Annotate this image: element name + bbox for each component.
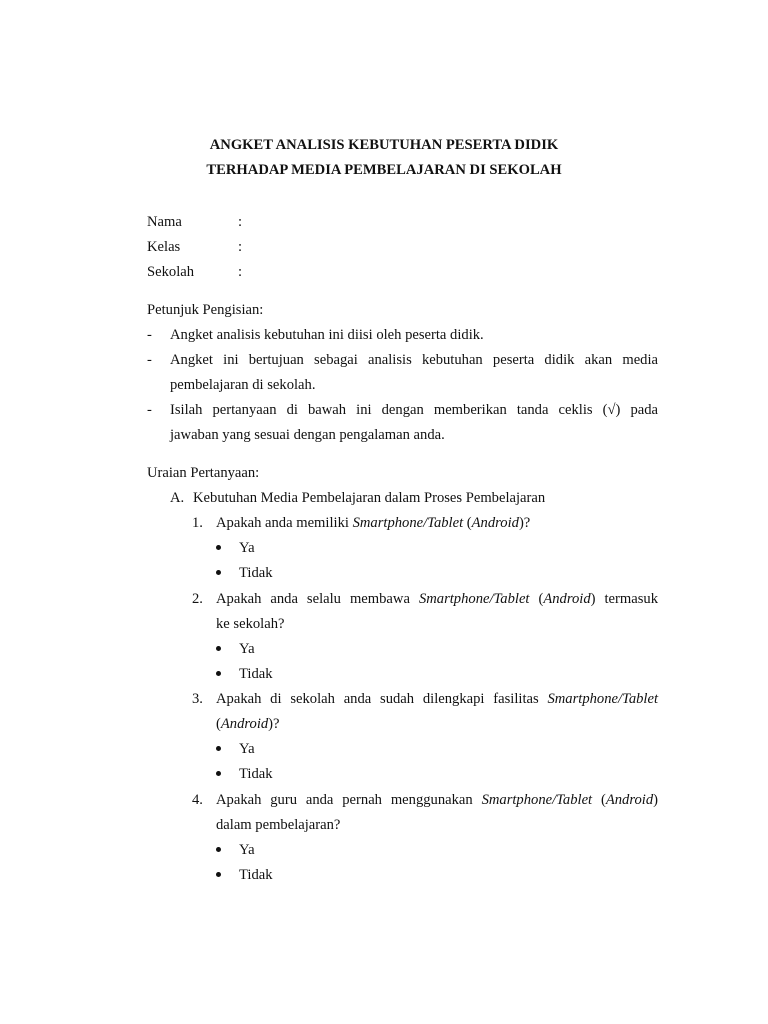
bullet-icon [216,771,221,776]
question-4-line-2: dalam pembelajaran? [216,817,341,833]
question-number: 1. [192,515,203,531]
bullet-icon [216,570,221,575]
instruction-3-line-1: Isilah pertanyaan di bawah ini dengan memberikan tanda ceklis (√) pada [170,402,658,418]
question-1-text: Apakah anda memiliki Smartphone/Tablet (Android)? [216,515,531,531]
instruction-1: Angket analisis kebutuhan ini diisi oleh peserta didik. [170,327,484,343]
class-label: Kelas [147,239,181,255]
section-marker: A. [170,490,185,506]
question-3-line-1: Apakah di sekolah anda sudah dilengkapi fasilitas Smartphone/Tablet [216,691,658,707]
option-ya: Ya [239,641,255,657]
option-tidak: Tidak [239,666,273,682]
document-title-line-1: ANGKET ANALISIS KEBUTUHAN PESERTA DIDIK [209,137,559,153]
bullet-icon [216,872,221,877]
bullet-icon [216,646,221,651]
option-tidak: Tidak [239,766,273,782]
question-3-line-2: (Android)? [216,716,280,732]
section-title: Kebutuhan Media Pembelajaran dalam Proses Pembelajaran [193,490,546,506]
question-2-line-1: Apakah anda selalu membawa Smartphone/Tablet (Android) termasuk [216,591,658,607]
option-ya: Ya [239,842,255,858]
class-colon: : [238,239,243,255]
instruction-2-line-2: pembelajaran di sekolah. [170,377,316,393]
question-2-line-2: ke sekolah? [216,616,285,632]
bullet-icon [216,671,221,676]
bullet-icon [216,847,221,852]
bullet-icon [216,746,221,751]
instructions-heading: Petunjuk Pengisian: [147,302,264,318]
option-ya: Ya [239,540,255,556]
option-tidak: Tidak [239,867,273,883]
instruction-dash-3: - [147,402,152,418]
instruction-3-line-2: jawaban yang sesuai dengan pengalaman anda. [170,427,445,443]
document-title-line-2: TERHADAP MEDIA PEMBELAJARAN DI SEKOLAH [206,162,562,178]
bullet-icon [216,545,221,550]
option-ya: Ya [239,741,255,757]
name-colon: : [238,214,243,230]
name-label: Nama [147,214,182,230]
instruction-2-line-1: Angket ini bertujuan sebagai analisis kebutuhan peserta didik akan media [170,352,658,368]
instruction-dash-1: - [147,327,152,343]
question-number: 4. [192,792,203,808]
question-number: 3. [192,691,203,707]
school-label: Sekolah [147,264,195,280]
questions-heading: Uraian Pertanyaan: [147,465,260,481]
question-4-line-1: Apakah guru anda pernah menggunakan Smartphone/Tablet (Android) [216,792,659,808]
option-tidak: Tidak [239,565,273,581]
instruction-dash-2: - [147,352,152,368]
school-colon: : [238,264,243,280]
question-number: 2. [192,591,203,607]
